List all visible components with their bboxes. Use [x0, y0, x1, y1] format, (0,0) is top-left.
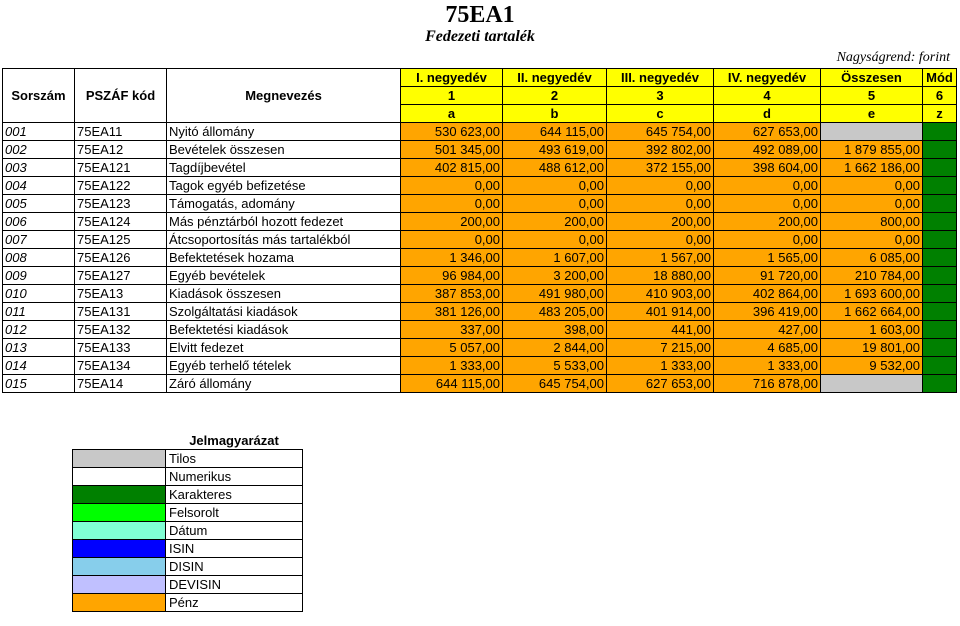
col-letter: d: [714, 105, 821, 123]
table-row: [3, 231, 957, 249]
cell-q2[interactable]: 3 200,00: [503, 267, 607, 285]
cell-q1[interactable]: 1 333,00: [401, 357, 503, 375]
cell-q2[interactable]: 493 619,00: [503, 141, 607, 159]
cell-q3[interactable]: 200,00: [607, 213, 714, 231]
cell-q1[interactable]: 501 345,00: [401, 141, 503, 159]
cell-total[interactable]: 0,00: [821, 195, 923, 213]
cell-q1[interactable]: 96 984,00: [401, 267, 503, 285]
cell-mod: [923, 339, 957, 357]
cell-q2[interactable]: 398,00: [503, 321, 607, 339]
row-code: 75EA127: [75, 267, 167, 285]
cell-mod: [923, 159, 957, 177]
row-name: Bevételek összesen: [167, 141, 401, 159]
cell-mod: [923, 303, 957, 321]
cell-q4[interactable]: 0,00: [714, 231, 821, 249]
cell-total[interactable]: 0,00: [821, 177, 923, 195]
row-code: 75EA124: [75, 213, 167, 231]
legend-swatch: [73, 450, 166, 468]
cell-mod: [923, 231, 957, 249]
legend-row: [73, 576, 303, 594]
legend-swatch: [73, 594, 166, 612]
table-row: [3, 339, 957, 357]
cell-q4[interactable]: 396 419,00: [714, 303, 821, 321]
row-index: 005: [3, 195, 75, 213]
cell-q1[interactable]: 644 115,00: [401, 375, 503, 393]
cell-q4[interactable]: 1 333,00: [714, 357, 821, 375]
cell-q2[interactable]: 200,00: [503, 213, 607, 231]
col-header-osszesen: Összesen: [821, 69, 923, 87]
cell-q1[interactable]: 402 815,00: [401, 159, 503, 177]
cell-q4[interactable]: 402 864,00: [714, 285, 821, 303]
legend: [72, 432, 303, 612]
cell-total[interactable]: 6 085,00: [821, 249, 923, 267]
table-row: [3, 303, 957, 321]
cell-q3[interactable]: 0,00: [607, 195, 714, 213]
legend-swatch: [73, 540, 166, 558]
legend-label: Numerikus: [166, 468, 303, 486]
legend-spacer: [73, 432, 166, 450]
row-name: Egyéb terhelő tételek: [167, 357, 401, 375]
cell-q4[interactable]: 627 653,00: [714, 123, 821, 141]
cell-q3[interactable]: 392 802,00: [607, 141, 714, 159]
row-name: Más pénztárból hozott fedezet: [167, 213, 401, 231]
table-row: [3, 285, 957, 303]
legend-label: DEVISIN: [166, 576, 303, 594]
row-name: Kiadások összesen: [167, 285, 401, 303]
col-number: 5: [821, 87, 923, 105]
legend-swatch: [73, 558, 166, 576]
row-code: 75EA133: [75, 339, 167, 357]
row-code: 75EA11: [75, 123, 167, 141]
legend-swatch: [73, 522, 166, 540]
legend-row: [73, 540, 303, 558]
legend-row: [73, 504, 303, 522]
col-header-q1: I. negyedév: [401, 69, 503, 87]
row-index: 010: [3, 285, 75, 303]
cell-total[interactable]: 1 662 186,00: [821, 159, 923, 177]
table-row: [3, 123, 957, 141]
cell-q3[interactable]: 441,00: [607, 321, 714, 339]
table-row: [3, 375, 957, 393]
cell-mod: [923, 177, 957, 195]
col-header-pszaf-kod: PSZÁF kód: [75, 69, 167, 123]
table-row: [3, 213, 957, 231]
row-index: 003: [3, 159, 75, 177]
cell-mod: [923, 267, 957, 285]
col-header-mod: Mód: [923, 69, 957, 87]
cell-q1[interactable]: 0,00: [401, 231, 503, 249]
row-code: 75EA13: [75, 285, 167, 303]
cell-q2[interactable]: 644 115,00: [503, 123, 607, 141]
cell-q4[interactable]: 398 604,00: [714, 159, 821, 177]
cell-mod: [923, 213, 957, 231]
col-header-sorszam: Sorszám: [3, 69, 75, 123]
table-row: [3, 321, 957, 339]
cell-q3[interactable]: 1 333,00: [607, 357, 714, 375]
cell-total[interactable]: 1 879 855,00: [821, 141, 923, 159]
legend-swatch: [73, 468, 166, 486]
col-letter: e: [821, 105, 923, 123]
cell-q3[interactable]: 372 155,00: [607, 159, 714, 177]
row-name: Tagdíjbevétel: [167, 159, 401, 177]
table-row: [3, 195, 957, 213]
cell-q3[interactable]: 18 880,00: [607, 267, 714, 285]
legend-title: Jelmagyarázat: [166, 432, 303, 450]
cell-total[interactable]: 1 662 664,00: [821, 303, 923, 321]
cell-q3[interactable]: 7 215,00: [607, 339, 714, 357]
cell-total-disabled: [821, 123, 923, 141]
cell-q2[interactable]: 0,00: [503, 195, 607, 213]
unit-label: Nagyságrend: forint: [836, 50, 950, 65]
cell-q4[interactable]: 4 685,00: [714, 339, 821, 357]
cell-q3[interactable]: 645 754,00: [607, 123, 714, 141]
row-code: 75EA126: [75, 249, 167, 267]
legend-label: Karakteres: [166, 486, 303, 504]
cell-mod: [923, 321, 957, 339]
col-letter: z: [923, 105, 957, 123]
legend-label: Dátum: [166, 522, 303, 540]
row-index: 011: [3, 303, 75, 321]
legend-swatch: [73, 486, 166, 504]
cell-q1[interactable]: 337,00: [401, 321, 503, 339]
row-code: 75EA14: [75, 375, 167, 393]
row-name: Nyitó állomány: [167, 123, 401, 141]
col-header-q2: II. negyedév: [503, 69, 607, 87]
row-code: 75EA125: [75, 231, 167, 249]
col-number: 1: [401, 87, 503, 105]
cell-q1[interactable]: 530 623,00: [401, 123, 503, 141]
cell-q2[interactable]: 1 607,00: [503, 249, 607, 267]
cell-q4[interactable]: 0,00: [714, 195, 821, 213]
cell-mod: [923, 195, 957, 213]
table-row: [3, 357, 957, 375]
cell-q2[interactable]: 645 754,00: [503, 375, 607, 393]
legend-label: Pénz: [166, 594, 303, 612]
row-name: Elvitt fedezet: [167, 339, 401, 357]
row-index: 006: [3, 213, 75, 231]
legend-row: [73, 594, 303, 612]
row-index: 001: [3, 123, 75, 141]
row-name: Szolgáltatási kiadások: [167, 303, 401, 321]
cell-q2[interactable]: 0,00: [503, 177, 607, 195]
cell-q4[interactable]: 200,00: [714, 213, 821, 231]
row-code: 75EA131: [75, 303, 167, 321]
row-name: Tagok egyéb befizetése: [167, 177, 401, 195]
legend-row: [73, 468, 303, 486]
cell-total[interactable]: 1 603,00: [821, 321, 923, 339]
col-number: 2: [503, 87, 607, 105]
cell-q3[interactable]: 410 903,00: [607, 285, 714, 303]
cell-mod: [923, 375, 957, 393]
row-name: Egyéb bevételek: [167, 267, 401, 285]
legend-swatch: [73, 504, 166, 522]
cell-q2[interactable]: 2 844,00: [503, 339, 607, 357]
cell-q3[interactable]: 0,00: [607, 231, 714, 249]
cell-q4[interactable]: 716 878,00: [714, 375, 821, 393]
cell-q3[interactable]: 627 653,00: [607, 375, 714, 393]
cell-q1[interactable]: 0,00: [401, 177, 503, 195]
table-row: [3, 177, 957, 195]
cell-q1[interactable]: 0,00: [401, 195, 503, 213]
col-header-q4: IV. negyedév: [714, 69, 821, 87]
cell-mod: [923, 141, 957, 159]
cell-total-disabled: [821, 375, 923, 393]
cell-q3[interactable]: 0,00: [607, 177, 714, 195]
row-code: 75EA132: [75, 321, 167, 339]
cell-q1[interactable]: 381 126,00: [401, 303, 503, 321]
col-letter: a: [401, 105, 503, 123]
row-code: 75EA123: [75, 195, 167, 213]
legend-label: DISIN: [166, 558, 303, 576]
cell-q2[interactable]: 483 205,00: [503, 303, 607, 321]
table-row: [3, 141, 957, 159]
row-index: 004: [3, 177, 75, 195]
cell-mod: [923, 357, 957, 375]
col-header-q3: III. negyedév: [607, 69, 714, 87]
legend-row: [73, 558, 303, 576]
cell-total[interactable]: 9 532,00: [821, 357, 923, 375]
cell-q1[interactable]: 5 057,00: [401, 339, 503, 357]
cell-q2[interactable]: 5 533,00: [503, 357, 607, 375]
cell-q2[interactable]: 491 980,00: [503, 285, 607, 303]
table-row: [3, 159, 957, 177]
cell-q4[interactable]: 492 089,00: [714, 141, 821, 159]
cell-q2[interactable]: 0,00: [503, 231, 607, 249]
row-name: Befektetési kiadások: [167, 321, 401, 339]
cell-q4[interactable]: 1 565,00: [714, 249, 821, 267]
cell-q1[interactable]: 200,00: [401, 213, 503, 231]
cell-total[interactable]: 0,00: [821, 231, 923, 249]
cell-mod: [923, 285, 957, 303]
legend-label: Felsorolt: [166, 504, 303, 522]
col-number: 3: [607, 87, 714, 105]
row-code: 75EA134: [75, 357, 167, 375]
cell-q4[interactable]: 427,00: [714, 321, 821, 339]
cell-mod: [923, 249, 957, 267]
legend-label: ISIN: [166, 540, 303, 558]
row-index: 009: [3, 267, 75, 285]
row-code: 75EA12: [75, 141, 167, 159]
cell-q3[interactable]: 1 567,00: [607, 249, 714, 267]
row-name: Befektetések hozama: [167, 249, 401, 267]
row-name: Átcsoportosítás más tartalékból: [167, 231, 401, 249]
cell-total[interactable]: 19 801,00: [821, 339, 923, 357]
cell-q3[interactable]: 401 914,00: [607, 303, 714, 321]
table-row: [3, 249, 957, 267]
report-table: [2, 68, 957, 393]
col-letter: b: [503, 105, 607, 123]
row-index: 012: [3, 321, 75, 339]
col-number: 6: [923, 87, 957, 105]
cell-total[interactable]: 1 693 600,00: [821, 285, 923, 303]
cell-q1[interactable]: 387 853,00: [401, 285, 503, 303]
legend-swatch: [73, 576, 166, 594]
page-title: 75EA1: [445, 2, 515, 28]
col-header-megnevezes: Megnevezés: [167, 69, 401, 123]
row-index: 013: [3, 339, 75, 357]
row-index: 008: [3, 249, 75, 267]
legend-label: Tilos: [166, 450, 303, 468]
legend-row: [73, 486, 303, 504]
table-body: [3, 123, 957, 393]
row-index: 007: [3, 231, 75, 249]
table-row: [3, 267, 957, 285]
cell-q1[interactable]: 1 346,00: [401, 249, 503, 267]
legend-row: [73, 522, 303, 540]
row-code: 75EA122: [75, 177, 167, 195]
row-index: 002: [3, 141, 75, 159]
row-index: 015: [3, 375, 75, 393]
row-name: Záró állomány: [167, 375, 401, 393]
cell-q4[interactable]: 0,00: [714, 177, 821, 195]
cell-q2[interactable]: 488 612,00: [503, 159, 607, 177]
row-name: Támogatás, adomány: [167, 195, 401, 213]
legend-row: [73, 450, 303, 468]
row-index: 014: [3, 357, 75, 375]
cell-total[interactable]: 210 784,00: [821, 267, 923, 285]
cell-q4[interactable]: 91 720,00: [714, 267, 821, 285]
col-letter: c: [607, 105, 714, 123]
page-subtitle: Fedezeti tartalék: [425, 28, 535, 45]
cell-mod: [923, 123, 957, 141]
col-number: 4: [714, 87, 821, 105]
row-code: 75EA121: [75, 159, 167, 177]
cell-total[interactable]: 800,00: [821, 213, 923, 231]
